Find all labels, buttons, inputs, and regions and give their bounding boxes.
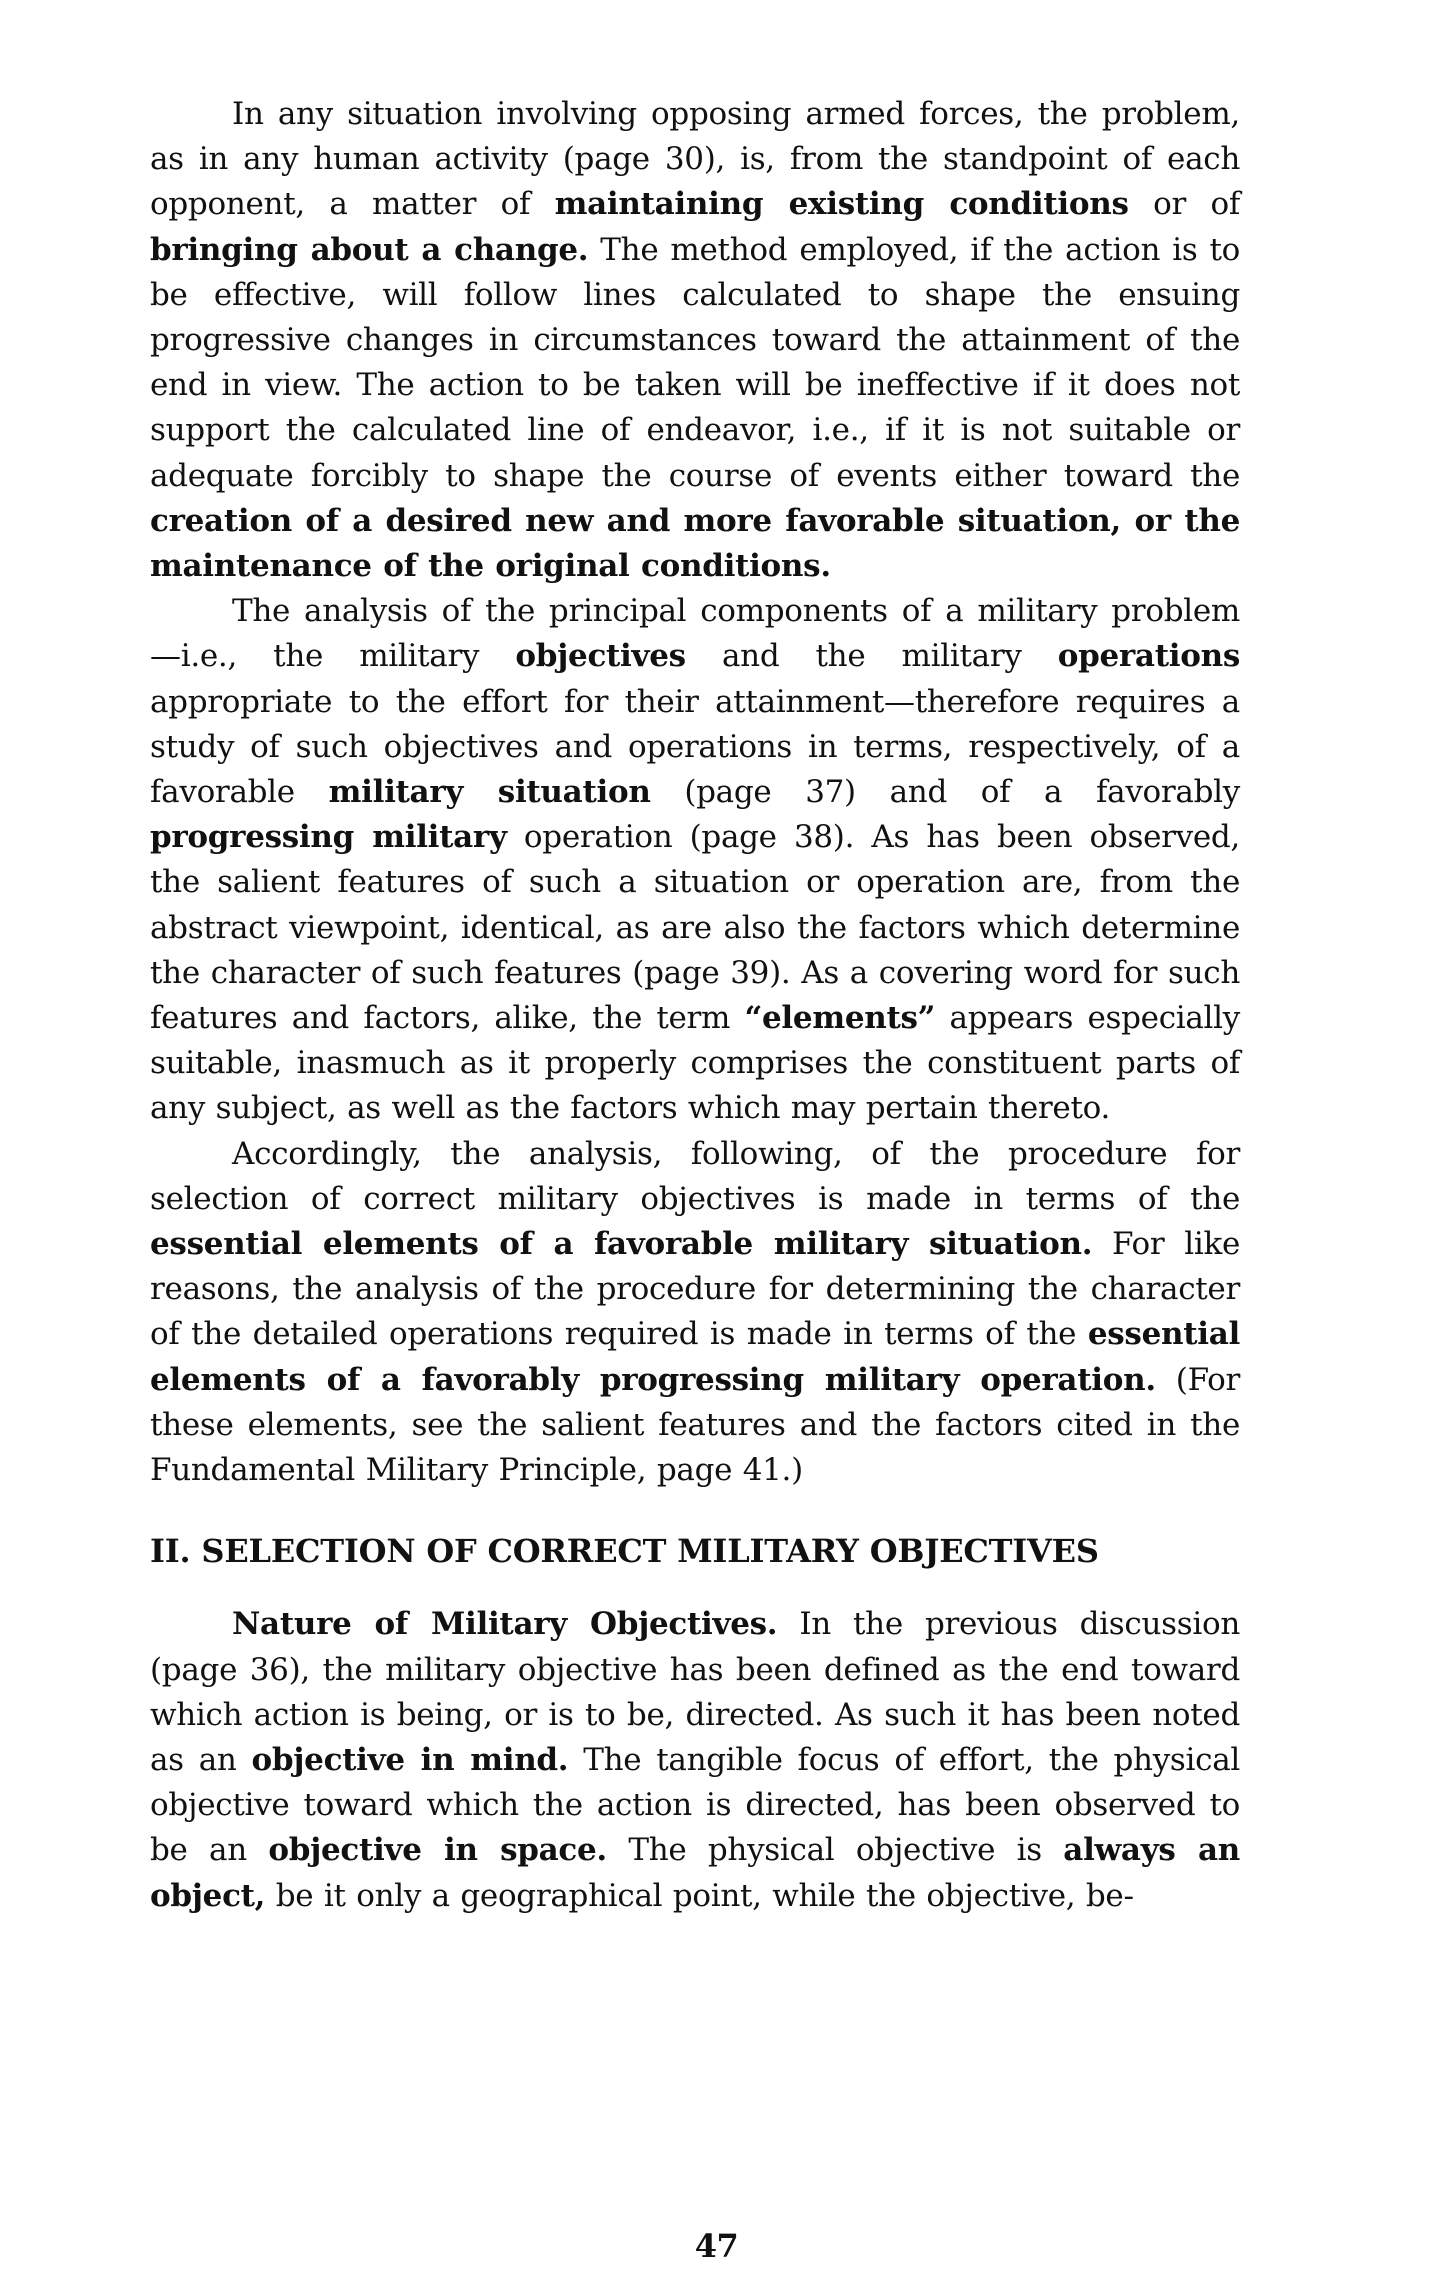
emphasized-text: operations xyxy=(1057,638,1240,675)
emphasized-text: progressing military xyxy=(150,819,507,856)
body-paragraph xyxy=(150,92,1240,589)
emphasized-text: essential elements of a favorable military situation. xyxy=(150,1226,1093,1263)
text-run: appropriate to the effort for their attainment—therefore requires a study of such objectives and operations in terms, respectively, of a favorable xyxy=(150,683,1240,811)
text-run: The physical objective is xyxy=(606,1832,1064,1869)
text-run: Accordingly, the analysis, following, of the procedure for selection of correct military objectives is made in terms of the xyxy=(150,1135,1240,1217)
emphasized-text: maintaining existing conditions xyxy=(554,186,1129,223)
text-run: (For these elements, see the salient features and the factors cited in the Fundamental Military Principle, page 41.) xyxy=(150,1361,1240,1489)
text-run: or of xyxy=(1128,186,1241,223)
text-run: In any situation involving opposing armed forces, the problem, as in any human activity (page 30), is, from the standpoint of each opponent, a matter of xyxy=(150,96,1240,223)
emphasized-text: always an object, xyxy=(150,1832,1240,1914)
body-paragraph xyxy=(150,1132,1240,1494)
body-paragraph xyxy=(150,589,1240,1131)
emphasized-text: military situation xyxy=(328,774,651,811)
text-run: The analysis of the principal components of a military problem—i.e., the military xyxy=(150,593,1240,675)
emphasized-text: essential elements of a favorably progressing military operation. xyxy=(150,1316,1240,1398)
text-run: The method employed, if the action is to be effective, will follow lines calculated to shape the ensuing progressive changes in circumstances toward the attainment of the end in view. The action to be taken will be ineffective if it does not support the calculated line of endeavor, i.e., if it is not suitable or adequate forcibly to shape the course of events either toward the xyxy=(150,231,1241,494)
emphasized-text: objective in mind. xyxy=(251,1741,569,1778)
section-heading: II. SELECTION OF CORRECT MILITARY OBJECTIVES xyxy=(150,1532,1099,1571)
text-run: The tangible focus of effort, the physical objective toward which the action is directed, has been observed to be an xyxy=(150,1741,1240,1869)
body-paragraph xyxy=(150,1602,1240,1918)
text-run: and the military xyxy=(685,638,1058,675)
section-paragraphs xyxy=(150,1602,1240,1918)
emphasized-text: creation of a desired new and more favorable situation, or the maintenance of the original conditions. xyxy=(150,502,1240,585)
intro-paragraphs xyxy=(150,92,1240,1493)
text-run: (page 37) and of a favorably xyxy=(650,774,1240,811)
text-run: appears especially suitable, inasmuch as it properly comprises the constituent parts of any subject, as well as the factors which may pertain thereto. xyxy=(150,1000,1240,1127)
text-run: In the previous discussion (page 36), the military objective has been defined as the end toward which action is being, or is to be, directed. As such it has been noted as an xyxy=(150,1606,1240,1778)
page-number: 47 xyxy=(694,2227,739,2265)
text-run: be it only a geographical point, while the objective, be- xyxy=(265,1877,1134,1914)
emphasized-text: “elements” xyxy=(744,1000,936,1037)
emphasized-text: bringing about a change. xyxy=(150,231,589,268)
emphasized-text: Nature of Military Objectives. xyxy=(232,1606,778,1643)
text-run: For like reasons, the analysis of the procedure for determining the character of the detailed operations required is made in terms of the xyxy=(150,1226,1240,1353)
document-page xyxy=(150,92,1240,1919)
text-run: operation (page 38). As has been observed, the salient features of such a situation or operation are, from the abstract viewpoint, identical, as are also the factors which determine the character of such features (page 39). As a covering word for such features and factors, alike, the term xyxy=(150,819,1240,1037)
emphasized-text: objectives xyxy=(515,638,686,675)
emphasized-text: objective in space. xyxy=(268,1832,607,1869)
